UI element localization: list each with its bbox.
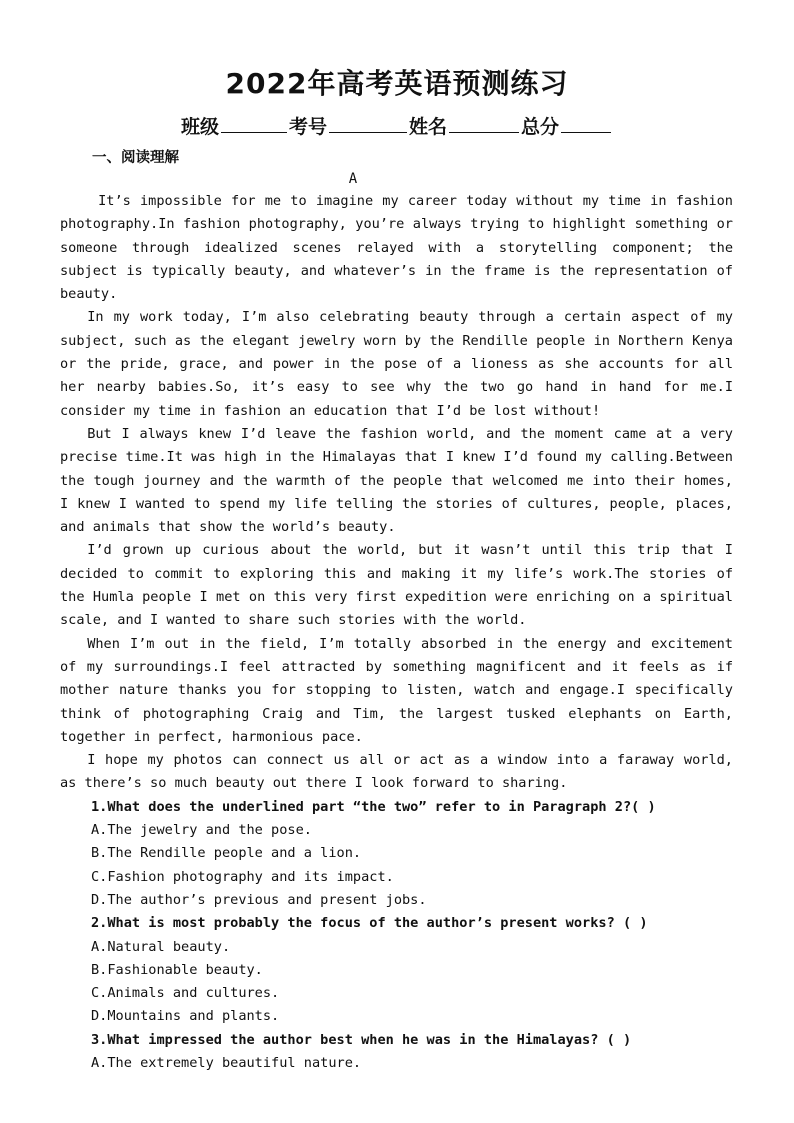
section-heading: 一、阅读理解 [92,150,179,166]
paragraph-2: In my work today, I’m also celebrating beauty through a certain aspect of my subject, such as the elegant jewelry worn by the Rendille people in Northern Kenya or the pride, grace, and power in the pose of a lioness as she accounts for all her nearby babies.So, it’s easy to see why the two go hand in hand for me.I consider my time in fashion an education that I’d be lost without! [60,309,733,419]
question-2-option-d: D.Mountains and plants. [91,1008,280,1025]
question-1-option-b: B.The Rendille people and a lion. [91,845,362,862]
score-blank[interactable] [561,114,611,133]
score-label: 总分 [521,116,560,138]
name-label: 姓名 [409,116,448,138]
passage-label: A [348,171,358,187]
class-blank[interactable] [221,114,287,133]
question-2-option-b: B.Fashionable beauty. [91,961,263,978]
question-1-option-a: A.The jewelry and the pose. [91,822,312,839]
reading-passage [60,190,733,1075]
paragraph-5: When I’m out in the field, I’m totally absorbed in the energy and excitement of my surroundings.I feel attracted by something magnificent and it feels as if mother nature thanks you for stopping to listen, watch and engage.I specifically think of photographing Craig and Tim, the largest tusked elephants on Earth, together in perfect, harmonious pace. [60,635,733,745]
paragraph-1: It’s impossible for me to imagine my career today without my time in fashion photography.In fashion photography, you’re always trying to highlight something or someone through idealized scenes relayed with a storytelling component; the subject is typically beauty, and whatever’s in the frame is the representation of beauty. [60,193,733,303]
name-blank[interactable] [449,114,519,133]
question-1-option-d: D.The author’s previous and present jobs. [91,891,427,908]
page-title: 2022年高考英语预测练习 [225,67,569,100]
question-3-option-a: A.The extremely beautiful nature. [91,1054,362,1071]
question-2-option-c: C.Animals and cultures. [91,985,280,1002]
paragraph-3: But I always knew I’d leave the fashion world, and the moment came at a very precise time.It was high in the Himalayas that I knew I’d found my calling.Between the tough journey and the warmth of the people that welcomed me into their homes, I knew I wanted to spend my life telling the stories of cultures, people, places, and animals that show the world’s beauty. [60,425,733,536]
question-1-stem: 1.What does the underlined part “the two” refer to in Paragraph 2?( ) [91,798,656,815]
question-2-option-a: A.Natural beauty. [91,938,231,955]
question-1-option-c: C.Fashion photography and its impact. [91,868,394,885]
paragraph-6: I hope my photos can connect us all or act as a window into a faraway world, as there’s so much beauty out there I look forward to sharing. [60,752,733,792]
class-label: 班级 [180,116,219,138]
paragraph-4: I’d grown up curious about the world, but it wasn’t until this trip that I decided to commit to exploring this and making it my life’s work.The stories of the Humla people I met on this very first expedition were enriching on a spiritual scale, and I wanted to share such stories with the world. [60,542,733,629]
question-3-stem: 3.What impressed the author best when he was in the Himalayas? ( ) [91,1031,632,1048]
exam-no-blank[interactable] [329,114,407,133]
exam-no-label: 考号 [288,116,327,138]
student-info-line [0,112,794,139]
question-2-stem: 2.What is most probably the focus of the author’s present works? ( ) [91,915,648,932]
